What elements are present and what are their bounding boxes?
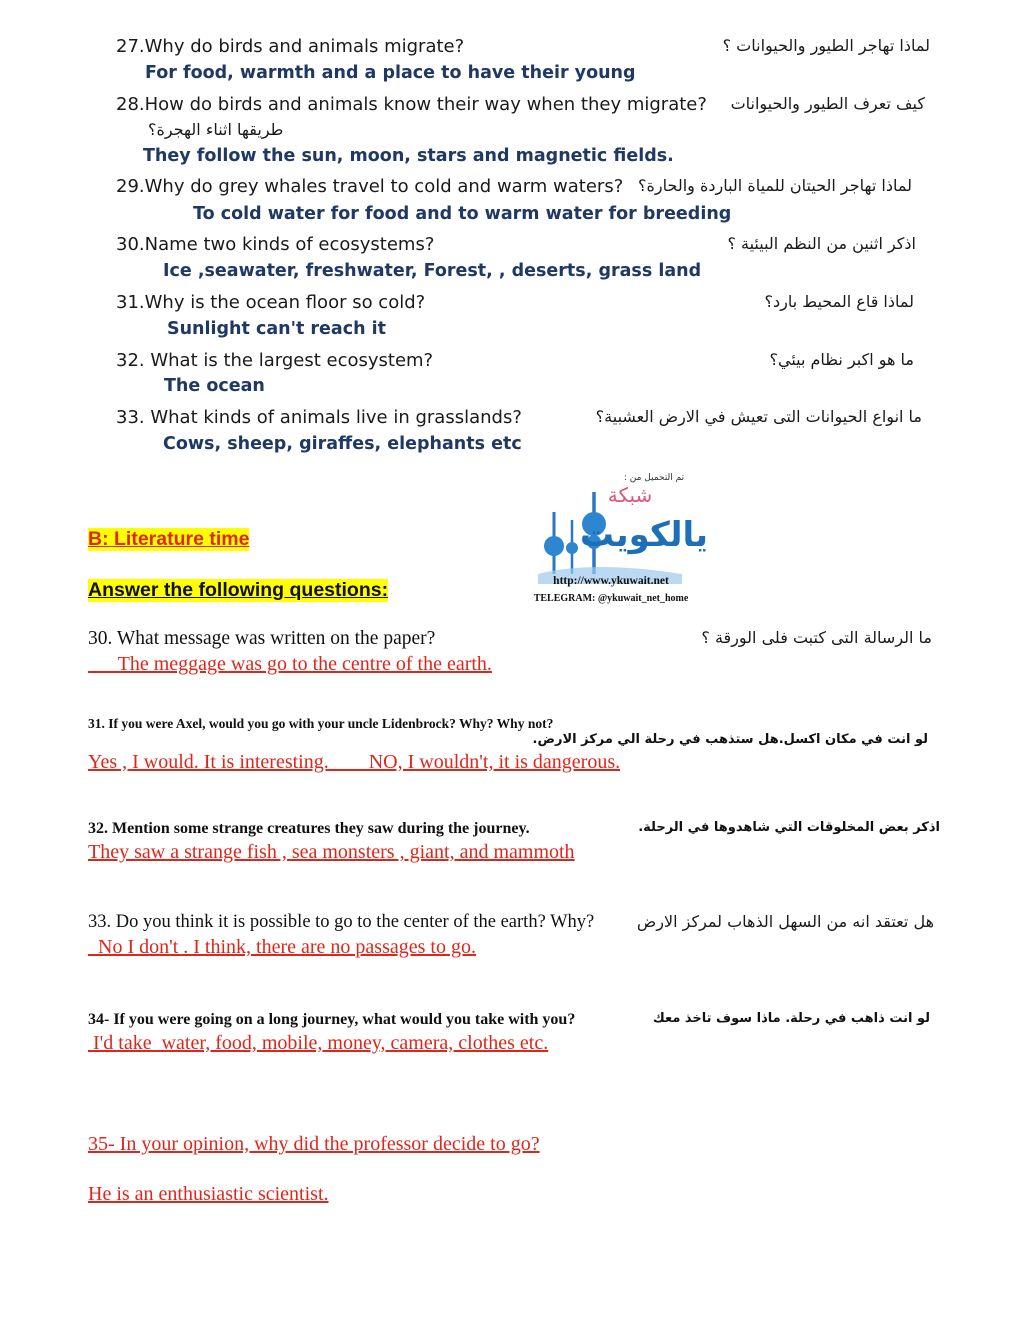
answer-30: Ice ,seawater, freshwater, Forest, , deserts, grass land: [163, 261, 702, 281]
answer-27: For food, warmth and a place to have their young: [145, 63, 636, 83]
question-29-arabic: لماذا تهاجر الحيتان للمياة الباردة والحارة؟: [638, 176, 912, 195]
question-28-arabic-line2: طريقها اثناء الهجرة؟: [148, 120, 284, 139]
literature-question-31-arabic: لو انت في مكان اكسل.هل ستذهب في رحلة الي مركز الارض.: [532, 732, 928, 747]
literature-question-32: 32. Mention some strange creatures they saw during the journey.: [88, 820, 530, 837]
literature-question-34-arabic: لو انت ذاهب في رحلة. ماذا سوف تاخذ معك: [652, 1011, 930, 1026]
literature-question-31: 31. If you were Axel, would you go with your uncle Lidenbrock? Why? Why not?: [88, 716, 554, 731]
question-27: 27.Why do birds and animals migrate?: [116, 36, 465, 57]
answer-33: Cows, sheep, giraffes, elephants etc: [163, 434, 522, 454]
logo-brand2: يالكويت: [579, 515, 709, 555]
answer-32: The ocean: [164, 376, 265, 396]
answer-29: To cold water for food and to warm water for breeding: [193, 204, 732, 224]
question-33-arabic: ما انواع الحيوانات التى تعيش في الارض العشبية؟: [595, 407, 922, 426]
answer-31: Sunlight can't reach it: [167, 319, 387, 339]
literature-answer-32: They saw a strange fish , sea monsters , giant, and mammoth: [88, 841, 575, 863]
question-33: 33. What kinds of animals live in grasslands?: [116, 407, 522, 428]
literature-question-35: 35- In your opinion, why did the professor decide to go?: [88, 1133, 540, 1155]
literature-question-34: 34- If you were going on a long journey, what would you take with you?: [88, 1011, 576, 1028]
literature-question-33-arabic: هل تعتقد انه من السهل الذهاب لمركز الارض: [636, 912, 934, 931]
literature-answer-33: No I don't . I think, there are no passages to go.: [88, 936, 476, 958]
section-b-instruction: Answer the following questions:: [88, 579, 389, 601]
question-32-arabic: ما هو اكبر نظام بيئي؟: [769, 350, 914, 369]
question-31-arabic: لماذا قاع المحيط بارد؟: [764, 292, 914, 311]
literature-answer-34: I'd take water, food, mobile, money, camera, clothes etc.: [88, 1032, 549, 1054]
question-32: 32. What is the largest ecosystem?: [116, 350, 434, 371]
question-31: 31.Why is the ocean floor so cold?: [116, 292, 426, 313]
literature-answer-35: He is an enthusiastic scientist.: [88, 1183, 329, 1205]
literature-question-32-arabic: اذكر بعض المخلوقات التي شاهدوها في الرحلة.: [638, 820, 940, 835]
section-b-heading: B: Literature time: [88, 528, 250, 550]
literature-answer-30: The meggage was go to the centre of the earth.: [88, 653, 492, 675]
literature-question-30-arabic: ما الرسالة التى كتبت فلى الورقة ؟: [701, 628, 932, 647]
literature-question-33: 33. Do you think it is possible to go to the center of the earth? Why?: [88, 912, 595, 932]
answer-28: They follow the sun, moon, stars and magnetic fields.: [143, 146, 674, 166]
site-logo: [532, 462, 709, 617]
question-30-arabic: اذكر اثنين من النظم البيئية ؟: [727, 234, 916, 253]
question-29: 29.Why do grey whales travel to cold and warm waters?: [116, 176, 624, 197]
literature-question-30: 30. What message was written on the paper?: [88, 628, 436, 649]
question-28-arabic: كيف تعرف الطيور والحيوانات: [730, 94, 925, 113]
logo-telegram: TELEGRAM: @ykuwait_net_home: [533, 593, 689, 604]
literature-answer-31: Yes , I would. It is interesting. NO, I wouldn't, it is dangerous.: [88, 751, 621, 773]
logo-brand1: شبكة: [607, 483, 653, 507]
question-27-arabic: لماذا تهاجر الطيور والحيوانات ؟: [722, 36, 930, 55]
logo-url: http://www.ykuwait.net: [553, 575, 669, 587]
logo-top-text: تم التحميل من :: [623, 473, 685, 483]
question-30: 30.Name two kinds of ecosystems?: [116, 234, 435, 255]
question-28: 28.How do birds and animals know their way when they migrate?: [116, 94, 707, 115]
